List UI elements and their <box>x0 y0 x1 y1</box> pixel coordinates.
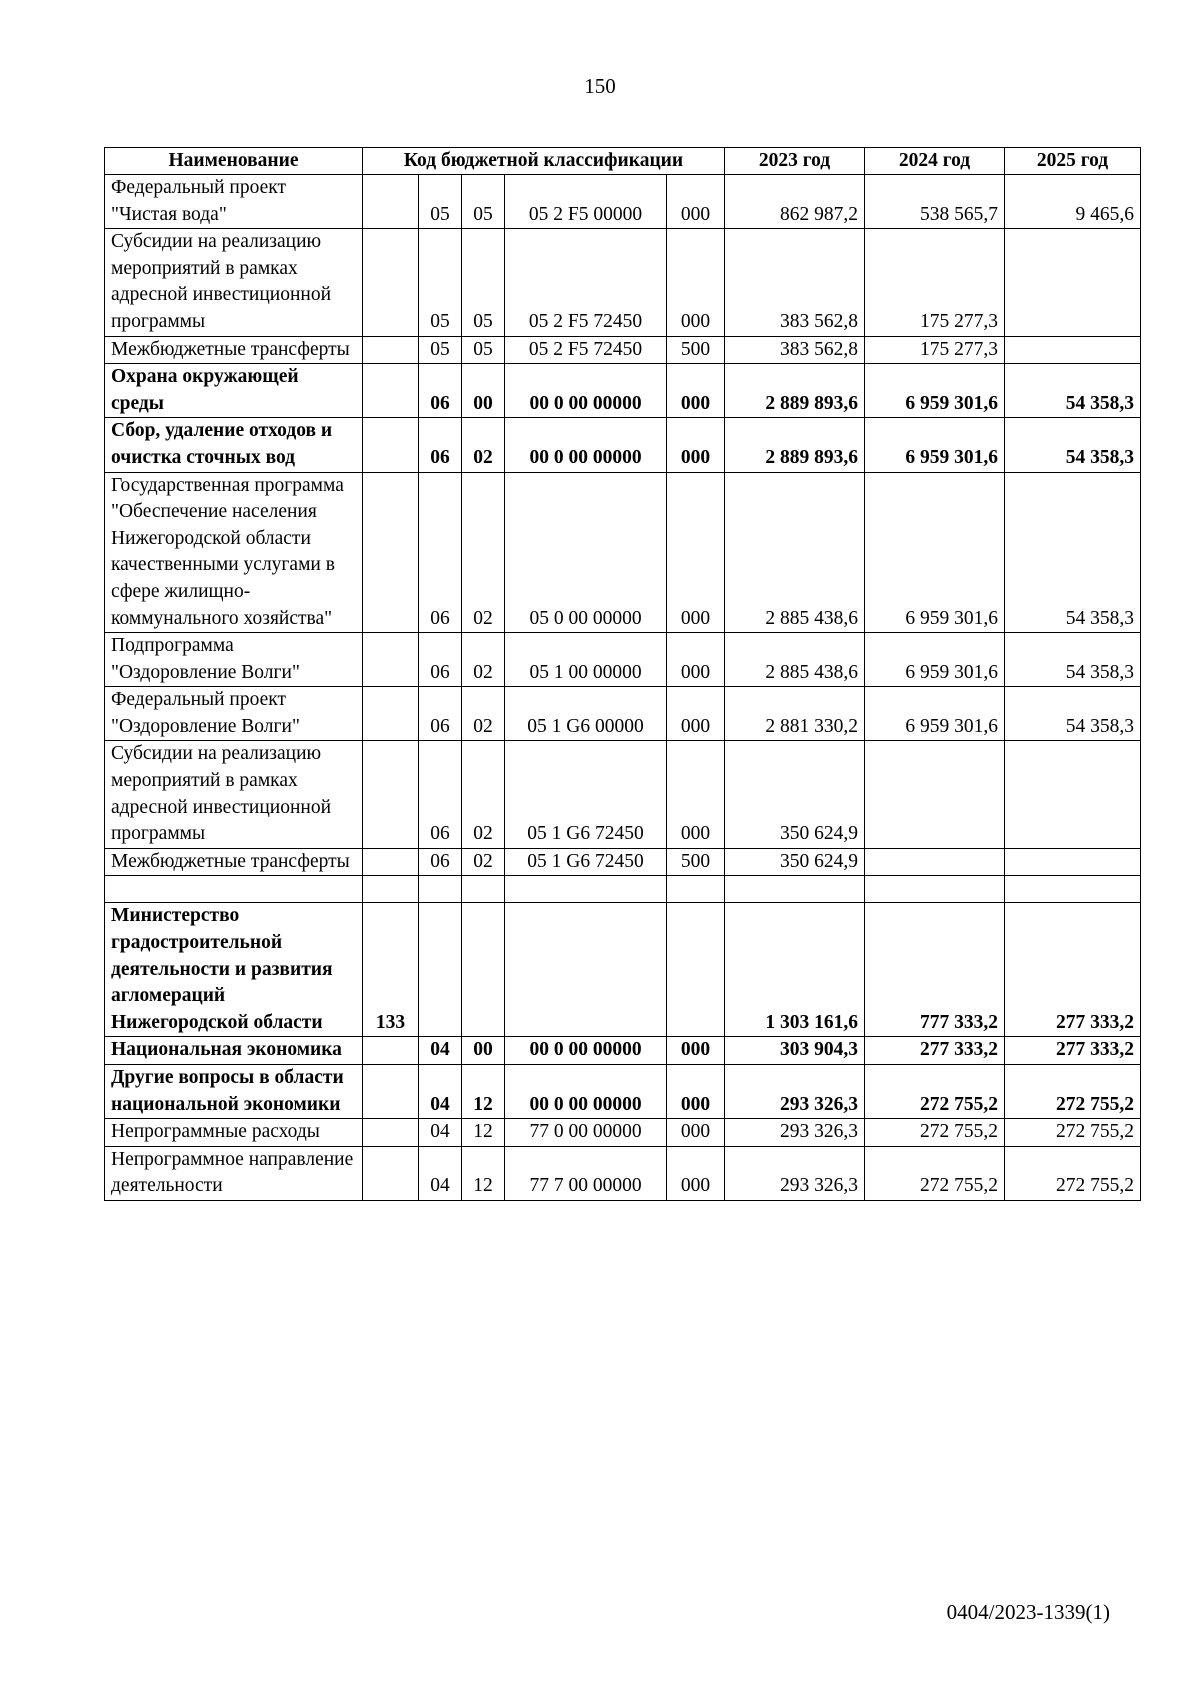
table-row <box>105 1065 1141 1119</box>
row-type: 000 <box>667 1037 725 1065</box>
row-type: 000 <box>667 1119 725 1147</box>
row-section: 05 <box>419 175 462 229</box>
row-2023: 2 885 438,6 <box>725 472 865 633</box>
table-row <box>105 175 1141 229</box>
row-ministry: 133 <box>363 903 419 1037</box>
row-2023: 350 624,9 <box>725 848 865 876</box>
row-name <box>105 876 363 903</box>
row-target: 00 0 00 00000 <box>505 418 667 472</box>
row-target: 05 0 00 00000 <box>505 472 667 633</box>
row-ministry <box>363 1119 419 1147</box>
row-2024: 6 959 301,6 <box>865 472 1005 633</box>
row-type: 000 <box>667 741 725 848</box>
row-section: 04 <box>419 1146 462 1200</box>
row-2024: 777 333,2 <box>865 903 1005 1037</box>
row-name: Сбор, удаление отходов и очистка сточных вод <box>105 418 363 472</box>
row-ministry <box>363 364 419 418</box>
row-section: 06 <box>419 848 462 876</box>
row-2025 <box>1005 876 1141 903</box>
row-2024: 6 959 301,6 <box>865 687 1005 741</box>
row-name: Охрана окружающей среды <box>105 364 363 418</box>
row-2023 <box>725 876 865 903</box>
row-2023: 2 885 438,6 <box>725 633 865 687</box>
table-row <box>105 418 1141 472</box>
row-2024 <box>865 876 1005 903</box>
row-2024: 272 755,2 <box>865 1119 1005 1147</box>
table-row <box>105 472 1141 633</box>
row-2025 <box>1005 336 1141 364</box>
table-row <box>105 364 1141 418</box>
row-target: 00 0 00 00000 <box>505 1065 667 1119</box>
row-name: Государственная программа "Обеспечение населения Нижегородской области качественными услугами в сфере жилищно-коммунального хозяйства" <box>105 472 363 633</box>
row-2025: 272 755,2 <box>1005 1119 1141 1147</box>
row-name: Федеральный проект "Оздоровление Волги" <box>105 687 363 741</box>
row-2023: 862 987,2 <box>725 175 865 229</box>
row-type: 000 <box>667 1146 725 1200</box>
row-2024: 6 959 301,6 <box>865 418 1005 472</box>
row-subsection: 12 <box>462 1119 505 1147</box>
row-2025: 277 333,2 <box>1005 903 1141 1037</box>
row-2025 <box>1005 741 1141 848</box>
row-section: 06 <box>419 741 462 848</box>
row-ministry <box>363 741 419 848</box>
row-section <box>419 876 462 903</box>
row-2023: 2 881 330,2 <box>725 687 865 741</box>
row-2023: 293 326,3 <box>725 1119 865 1147</box>
header-row <box>105 148 1141 175</box>
header-name: Наименование <box>105 148 363 175</box>
row-ministry <box>363 1065 419 1119</box>
header-2024: 2024 год <box>865 148 1005 175</box>
row-section: 06 <box>419 364 462 418</box>
table-row <box>105 687 1141 741</box>
row-target: 05 1 G6 00000 <box>505 687 667 741</box>
row-type <box>667 903 725 1037</box>
row-type: 000 <box>667 364 725 418</box>
row-type: 000 <box>667 687 725 741</box>
table-row <box>105 1146 1141 1200</box>
row-2025: 277 333,2 <box>1005 1037 1141 1065</box>
row-type: 000 <box>667 472 725 633</box>
row-2023: 1 303 161,6 <box>725 903 865 1037</box>
row-2025: 54 358,3 <box>1005 472 1141 633</box>
table-row <box>105 633 1141 687</box>
document-code: 0404/2023-1339(1) <box>946 1600 1110 1624</box>
row-target: 00 0 00 00000 <box>505 364 667 418</box>
row-type: 000 <box>667 229 725 336</box>
table-row <box>105 848 1141 876</box>
row-name: Субсидии на реализацию мероприятий в рамках адресной инвестиционной программы <box>105 741 363 848</box>
row-2023: 2 889 893,6 <box>725 418 865 472</box>
row-subsection: 00 <box>462 364 505 418</box>
row-2024: 6 959 301,6 <box>865 633 1005 687</box>
row-2024 <box>865 741 1005 848</box>
row-ministry <box>363 1146 419 1200</box>
row-ministry <box>363 848 419 876</box>
header-code: Код бюджетной классификации <box>363 148 725 175</box>
row-ministry <box>363 876 419 903</box>
row-subsection: 02 <box>462 633 505 687</box>
row-2025: 9 465,6 <box>1005 175 1141 229</box>
row-name: Федеральный проект "Чистая вода" <box>105 175 363 229</box>
row-name: Непрограммное направление деятельности <box>105 1146 363 1200</box>
header-2025: 2025 год <box>1005 148 1141 175</box>
row-type: 000 <box>667 175 725 229</box>
row-ministry <box>363 633 419 687</box>
row-subsection: 05 <box>462 229 505 336</box>
row-name: Субсидии на реализацию мероприятий в рамках адресной инвестиционной программы <box>105 229 363 336</box>
row-target: 77 0 00 00000 <box>505 1119 667 1147</box>
row-target: 00 0 00 00000 <box>505 1037 667 1065</box>
row-2023: 2 889 893,6 <box>725 364 865 418</box>
row-section <box>419 903 462 1037</box>
row-name: Национальная экономика <box>105 1037 363 1065</box>
row-ministry <box>363 418 419 472</box>
row-target: 05 2 F5 72450 <box>505 229 667 336</box>
row-2024: 538 565,7 <box>865 175 1005 229</box>
row-section: 06 <box>419 687 462 741</box>
row-target: 05 1 00 00000 <box>505 633 667 687</box>
row-2025: 54 358,3 <box>1005 364 1141 418</box>
row-subsection: 05 <box>462 336 505 364</box>
row-type: 000 <box>667 1065 725 1119</box>
row-type: 000 <box>667 418 725 472</box>
row-target <box>505 903 667 1037</box>
row-ministry <box>363 336 419 364</box>
row-2024: 272 755,2 <box>865 1065 1005 1119</box>
row-2023: 383 562,8 <box>725 229 865 336</box>
row-2023: 293 326,3 <box>725 1065 865 1119</box>
table-row <box>105 336 1141 364</box>
row-subsection: 12 <box>462 1146 505 1200</box>
row-ministry <box>363 175 419 229</box>
row-ministry <box>363 229 419 336</box>
row-type: 500 <box>667 848 725 876</box>
row-type <box>667 876 725 903</box>
row-2024: 175 277,3 <box>865 336 1005 364</box>
row-type: 500 <box>667 336 725 364</box>
row-section: 05 <box>419 336 462 364</box>
row-ministry <box>363 687 419 741</box>
row-subsection: 02 <box>462 687 505 741</box>
row-subsection: 02 <box>462 418 505 472</box>
row-subsection: 12 <box>462 1065 505 1119</box>
row-ministry <box>363 1037 419 1065</box>
row-subsection: 00 <box>462 1037 505 1065</box>
table-row <box>105 229 1141 336</box>
table-row <box>105 903 1141 1037</box>
row-ministry <box>363 472 419 633</box>
row-subsection <box>462 876 505 903</box>
row-2024: 272 755,2 <box>865 1146 1005 1200</box>
row-name: Межбюджетные трансферты <box>105 336 363 364</box>
empty-row <box>105 876 1141 903</box>
row-2025 <box>1005 229 1141 336</box>
row-2025 <box>1005 848 1141 876</box>
row-2023: 293 326,3 <box>725 1146 865 1200</box>
row-name: Непрограммные расходы <box>105 1119 363 1147</box>
header-2023: 2023 год <box>725 148 865 175</box>
row-target: 05 2 F5 72450 <box>505 336 667 364</box>
row-2023: 383 562,8 <box>725 336 865 364</box>
table-row <box>105 1119 1141 1147</box>
row-2025: 272 755,2 <box>1005 1146 1141 1200</box>
row-target: 05 1 G6 72450 <box>505 741 667 848</box>
table-row <box>105 741 1141 848</box>
row-target <box>505 876 667 903</box>
row-name: Другие вопросы в области национальной экономики <box>105 1065 363 1119</box>
budget-table <box>104 147 1141 1201</box>
row-subsection: 02 <box>462 848 505 876</box>
row-section: 05 <box>419 229 462 336</box>
row-2024: 175 277,3 <box>865 229 1005 336</box>
row-2025: 54 358,3 <box>1005 418 1141 472</box>
row-name: Министерство градостроительной деятельности и развития агломераций Нижегородской области <box>105 903 363 1037</box>
row-section: 04 <box>419 1037 462 1065</box>
row-name: Подпрограмма "Оздоровление Волги" <box>105 633 363 687</box>
page-number: 150 <box>584 74 616 98</box>
table-row <box>105 1037 1141 1065</box>
row-section: 04 <box>419 1065 462 1119</box>
row-name: Межбюджетные трансферты <box>105 848 363 876</box>
row-section: 06 <box>419 472 462 633</box>
row-2025: 54 358,3 <box>1005 633 1141 687</box>
row-target: 05 2 F5 00000 <box>505 175 667 229</box>
row-subsection: 02 <box>462 472 505 633</box>
row-2024 <box>865 848 1005 876</box>
row-2024: 6 959 301,6 <box>865 364 1005 418</box>
row-2023: 350 624,9 <box>725 741 865 848</box>
row-type: 000 <box>667 633 725 687</box>
row-section: 06 <box>419 633 462 687</box>
row-subsection: 05 <box>462 175 505 229</box>
row-target: 77 7 00 00000 <box>505 1146 667 1200</box>
row-subsection <box>462 903 505 1037</box>
row-section: 04 <box>419 1119 462 1147</box>
row-section: 06 <box>419 418 462 472</box>
row-target: 05 1 G6 72450 <box>505 848 667 876</box>
row-2023: 303 904,3 <box>725 1037 865 1065</box>
row-2024: 277 333,2 <box>865 1037 1005 1065</box>
row-2025: 272 755,2 <box>1005 1065 1141 1119</box>
row-subsection: 02 <box>462 741 505 848</box>
row-2025: 54 358,3 <box>1005 687 1141 741</box>
